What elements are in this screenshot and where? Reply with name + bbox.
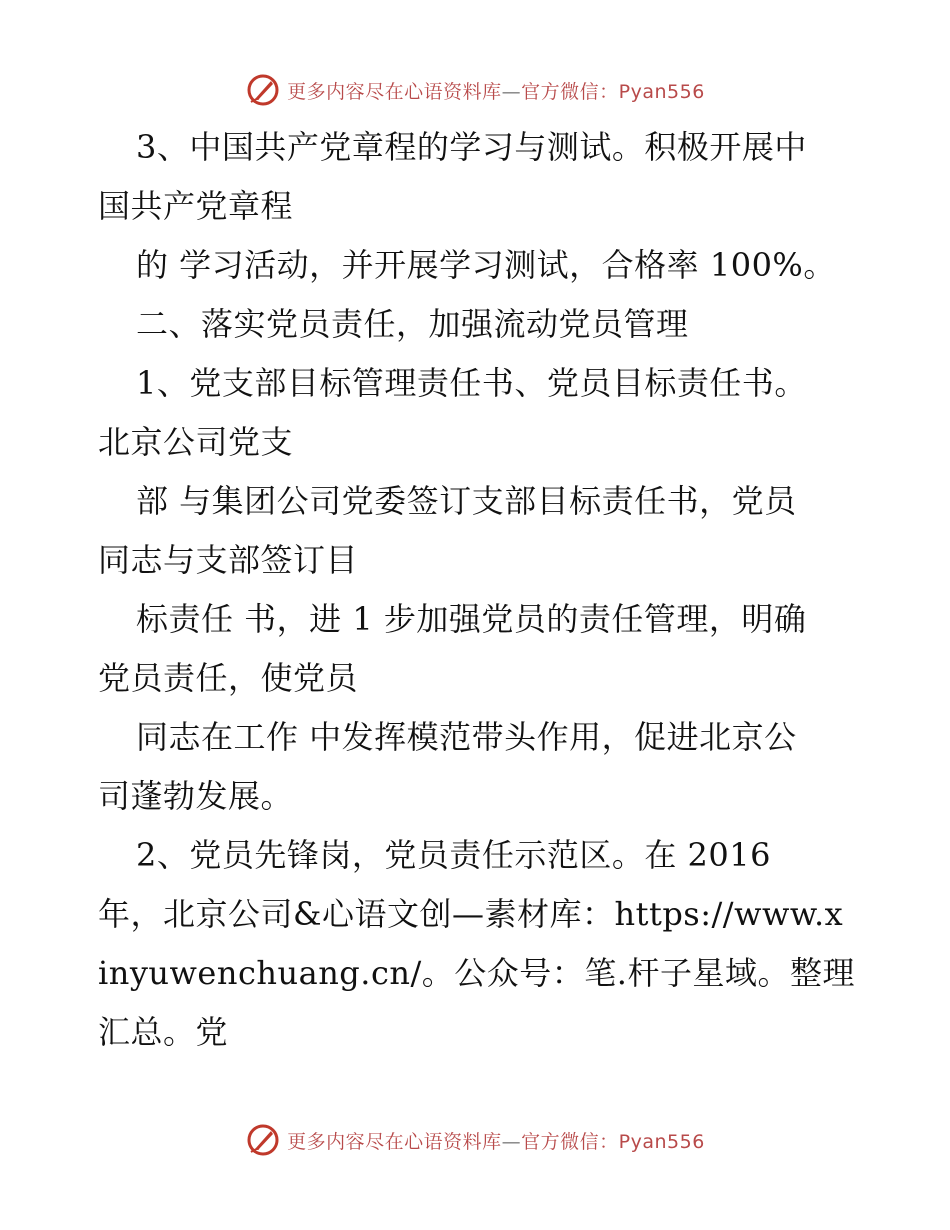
body-line-12: 司蓬勃发展。 [98, 777, 294, 815]
footer-site-text: 更多内容尽在心语资料库 [287, 1130, 502, 1153]
body-line-15: inyuwenchuang.cn/。公众号：笔.杆子星域。整理 [98, 954, 855, 992]
body-line-1: 3、中国共产党章程的学习与测试。积极开展中 [136, 128, 807, 166]
body-line-5: 1、党支部目标管理责任书、党员目标责任书。 [136, 364, 807, 402]
footer-banner-text [287, 1127, 705, 1154]
body-line-16: 汇总。党 [98, 1013, 229, 1051]
header-separator: — [501, 80, 522, 103]
body-line-7: 部 与集团公司党委签订支部目标责任书，党员 [136, 482, 797, 520]
body-line-4: 二、落实党员责任，加强流动党员管理 [136, 305, 689, 343]
body-line-6: 北京公司党支 [98, 423, 294, 461]
body-line-14: 年，北京公司&心语文创—素材库：https://www.x [98, 895, 844, 933]
header-site-text: 更多内容尽在心语资料库 [287, 80, 502, 103]
header-contact-text: 官方微信：Pyan556 [521, 80, 705, 103]
body-line-3: 的 学习活动，并开展学习测试，合格率 100%。 [136, 246, 836, 284]
body-line-2: 国共产党章程 [98, 187, 294, 225]
body-line-10: 党员责任，使党员 [98, 659, 359, 697]
footer-contact-text: 官方微信：Pyan556 [521, 1130, 705, 1153]
header-banner [0, 70, 950, 110]
body-line-8: 同志与支部签订目 [98, 541, 359, 579]
quill-pen-logo-icon [245, 72, 281, 108]
footer-banner [0, 1120, 950, 1160]
body-line-13: 2、党员先锋岗，党员责任示范区。在 2016 [136, 836, 771, 874]
document-body [98, 118, 858, 1062]
footer-separator: — [501, 1130, 522, 1153]
quill-pen-logo-icon [245, 1122, 281, 1158]
body-line-9: 标责任 书，进 1 步加强党员的责任管理，明确 [136, 600, 807, 638]
body-line-11: 同志在工作 中发挥模范带头作用，促进北京公 [136, 718, 797, 756]
header-banner-text [287, 77, 705, 104]
